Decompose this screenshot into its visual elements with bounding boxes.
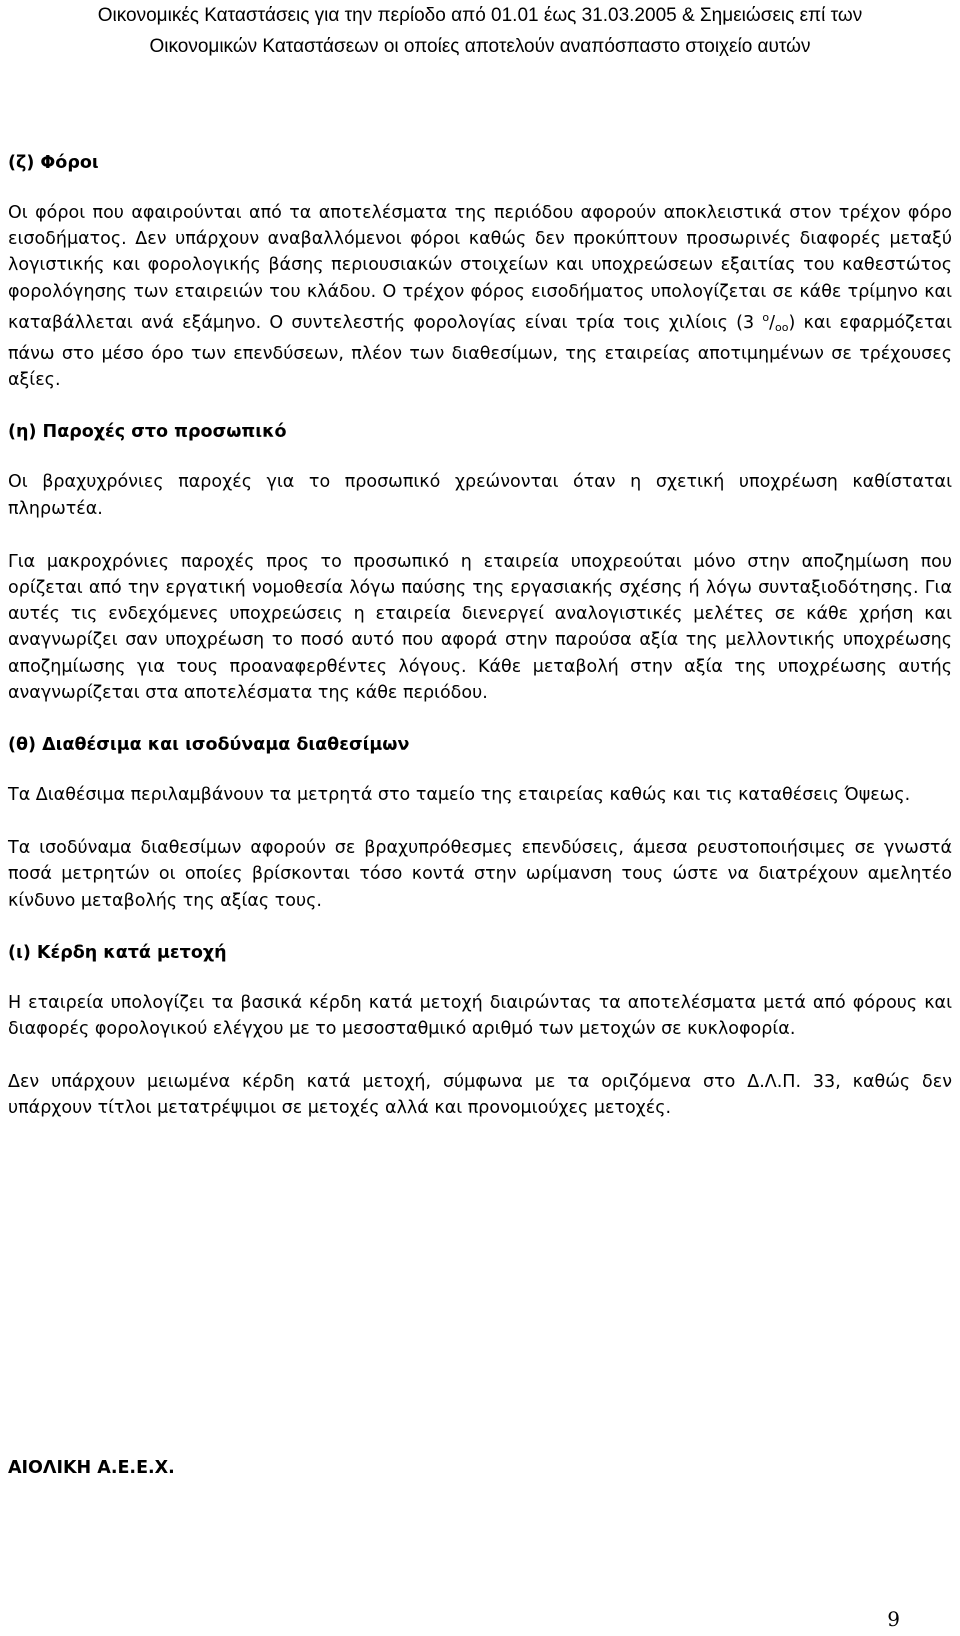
page-header (0, 0, 960, 62)
page-number: 9 (887, 1607, 900, 1631)
notes-body (8, 150, 952, 1122)
paragraph-basic-eps: Η εταιρεία υπολογίζει τα βασικά κέρδη κατά μετοχή διαιρώντας τα αποτελέσματα μετά από φόρους και διαφορές φορολογικού ελέγχου με το μεσοσταθμικό αριθμό των μετοχών σε κυκλοφορία. (8, 992, 952, 1040)
header-title-line-2: Οικονομικών Καταστάσεων οι οποίες αποτελούν αναπόσπαστο στοιχείο αυτών (149, 36, 811, 57)
permille-subscript: οο (775, 320, 789, 334)
paragraph-cash: Τα Διαθέσιμα περιλαμβάνουν τα μετρητά στο ταμείο της εταιρείας καθώς και τις καταθέσεις Όψεως. (8, 785, 911, 806)
section-taxes (8, 150, 952, 393)
permille-superscript: ο (762, 310, 770, 324)
paragraph-taxes-text: Οι φόροι που αφαιρούνται από τα αποτελέσματα της περιόδου αφορούν αποκλειστικά στον τρέχον φόρο εισοδήματος. Δεν υπάρχουν αναβαλλόμενοι φόροι καθώς δεν προκύπτουν προσωρινές διαφορές μεταξύ λογιστικής και φορολογικής βάσης περιουσιακών στοιχείων και υποχρεώσεων εξαιτίας του καθεστώτος φορολόγησης των εταιρειών του κλάδου. Ο τρέχον φόρος εισοδήματος υπολογίζεται σε κάθε τρίμηνο και καταβάλλεται ανά εξάμηνο. Ο συντελεστής φορολογίας είναι τρία τοις χιλίοις (3 (8, 203, 952, 333)
section-earnings-per-share (8, 940, 952, 1122)
permille-slash: / (769, 312, 775, 333)
section-staff-benefits (8, 419, 952, 706)
header-title-line-1: Οικονομικές Καταστάσεις για την περίοδο από 01.01 έως 31.03.2005 & Σημειώσεις επί των (97, 5, 863, 26)
paragraph-short-term-benefits: Οι βραχυχρόνιες παροχές για το προσωπικό χρεώνονται όταν η σχετική υποχρέωση καθίσταται πληρωτέα. (8, 472, 952, 519)
section-heading-staff-benefits: (η) Παροχές στο προσωπικό (8, 422, 287, 443)
section-cash-equivalents (8, 732, 952, 914)
section-heading-cash-equivalents: (θ) Διαθέσιμα και ισοδύναμα διαθεσίμων (8, 735, 410, 756)
paragraph-cash-equivalents: Τα ισοδύναμα διαθεσίμων αφορούν σε βραχυπρόθεσμες επενδύσεις, άμεσα ρευστοποιήσιμες σε γνωστά ποσά μετρητών οι οποίες βρίσκονται τόσο κοντά στην ωρίμανση τους ώστε να διατρέχουν αμελητέο κίνδυνο μεταβολής της αξίας τους. (8, 838, 952, 911)
company-name: ΑΙΟΛΙΚΗ Α.Ε.Ε.Χ. (8, 1458, 175, 1478)
paragraph-diluted-eps: Δεν υπάρχουν μειωμένα κέρδη κατά μετοχή, σύμφωνα με τα οριζόμενα στο Δ.Λ.Π. 33, καθώς δεν υπάρχουν τίτλοι μετατρέψιμοι σε μετοχές αλλά και προνομιούχες μετοχές. (8, 1072, 952, 1119)
paragraph-taxes (8, 200, 952, 393)
paragraph-long-term-benefits: Για μακροχρόνιες παροχές προς το προσωπικό η εταιρεία υποχρεούται μόνο στην αποζημίωση που ορίζεται από την εργατική νομοθεσία λόγω παύσης της εργασιακής σχέσης ή λόγω συνταξιοδότησης. Για αυτές τις ενδεχόμενες υποχρεώσεις η εταιρεία διενεργεί αναλογιστικές μελέτες σε κάθε χρήση και αναγνωρίζει σαν υποχρέωση το ποσό αυτό που αφορά στην παρούσα αξία της μελλοντικής υποχρέωσης αποζημίωσης για τους προαναφερθέντες λόγους. Κάθε μεταβολή στην αξία της υποχρέωσης αυτής αναγνωρίζεται στα αποτελέσματα της κάθε περιόδου. (8, 551, 952, 703)
section-heading-taxes: (ζ) Φόροι (8, 153, 99, 173)
section-heading-earnings-per-share: (ι) Κέρδη κατά μετοχή (8, 942, 227, 963)
paragraph-taxes-text-end: ) και εφαρμόζεται πάνω στο μέσο όρο των επενδύσεων, πλέον των διαθεσίμων, της εταιρείας αποτιμημένων σε τρέχουσες αξίες. (8, 312, 952, 391)
